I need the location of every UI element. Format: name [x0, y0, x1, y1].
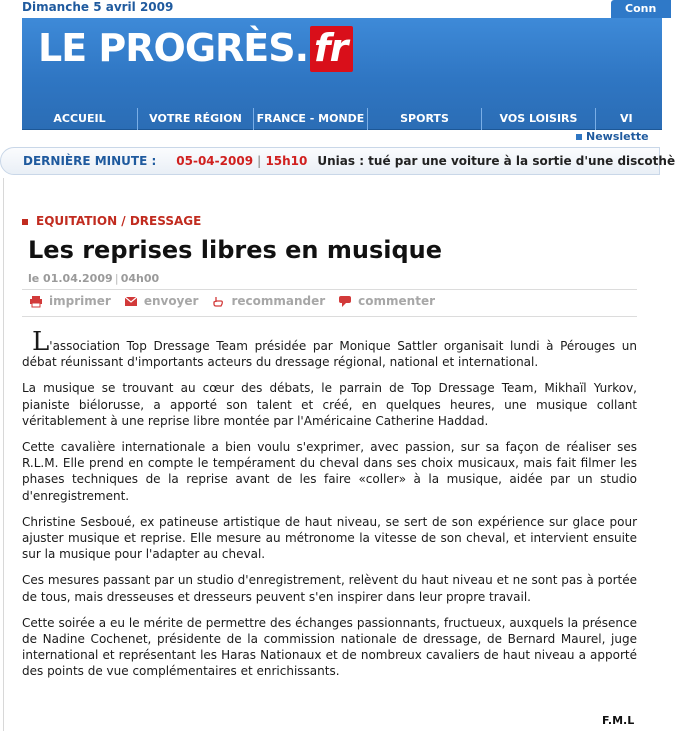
speech-bubble-icon	[339, 296, 351, 307]
paragraph: Christine Sesboué, ex patineuse artistique de haut niveau, se sert de son expérience sur glace pour ajuster musique et reprise. Elle mesure au métronome la vitesse de son cheval, et intervient ensuite sur la musique pour l'adapter au cheval.	[22, 514, 637, 562]
hand-icon	[212, 296, 224, 307]
article-signature: F.M.L	[602, 714, 635, 727]
article-time: 04h00	[120, 272, 160, 285]
recommend-label: recommander	[231, 294, 326, 308]
send-label: envoyer	[143, 294, 199, 308]
comment-label: commenter	[358, 294, 436, 308]
paragraph: Ces mesures passant par un studio d'enregistrement, relèvent du haut niveau et ne sont pas à portée de tous, mais dresseuses et dresseurs peuvent s'en inspirer dans leur propre travail.	[22, 573, 637, 604]
print-label: imprimer	[49, 294, 111, 308]
connexion-tab[interactable]: Conn	[611, 0, 671, 18]
content-left-border	[3, 178, 4, 731]
newsletter-label: Newslette	[586, 130, 649, 143]
ticker-separator: |	[257, 154, 262, 168]
tools-divider-bottom	[22, 316, 637, 317]
envelope-icon	[125, 296, 137, 307]
drop-cap: L	[32, 327, 50, 357]
paragraph-text: 'association Top Dressage Team présidée par Monique Sattler organisait lundi à Pérouges un débat réunissant d'importants acteurs du dressage régional, national et international.	[22, 339, 637, 370]
ticker-date: 05-04-2009	[176, 154, 254, 168]
send-button[interactable]	[125, 294, 199, 308]
printer-icon	[30, 296, 42, 307]
nav-sports[interactable]: SPORTS	[368, 108, 482, 130]
article-date: le 01.04.2009	[28, 272, 113, 285]
article-meta	[28, 272, 159, 285]
print-button[interactable]	[30, 294, 111, 308]
meta-separator: |	[114, 272, 119, 285]
article-rubric[interactable]	[22, 214, 201, 228]
nav-vos-loisirs[interactable]: VOS LOISIRS	[482, 108, 596, 130]
comment-button[interactable]	[339, 294, 435, 308]
rubric-label: EQUITATION / DRESSAGE	[36, 214, 202, 228]
paragraph: Cette cavalière internationale a bien voulu s'exprimer, avec passion, sur sa façon de réaliser ses R.L.M. Elle prend en compte le tempérament du cheval dans ses choix musicaux, mais fait filmer les phases techniques de la reprise avant de les faire «coller» à la musique, aidée par un studio d'enregistrement.	[22, 440, 637, 503]
paragraph	[22, 327, 637, 370]
article-title: Les reprises libres en musique	[28, 236, 443, 264]
nav-france-monde[interactable]: FRANCE - MONDE	[254, 108, 368, 130]
main-nav	[22, 108, 662, 130]
ticker-time: 15h10	[265, 154, 308, 168]
ticker-label: DERNIÈRE MINUTE :	[23, 154, 157, 168]
logo-text: LE PROGRÈS	[38, 26, 295, 70]
nav-accueil[interactable]: ACCUEIL	[22, 108, 138, 130]
tools-divider-top	[22, 289, 637, 290]
header-date: Dimanche 5 avril 2009	[22, 0, 174, 14]
article-tools	[30, 294, 449, 308]
site-banner	[22, 18, 662, 130]
rubric-bullet-icon	[22, 219, 28, 225]
ticker-headline-link[interactable]: Unias : tué par une voiture à la sortie d'une discothè	[317, 154, 675, 168]
logo-dot: .	[294, 26, 309, 70]
recommend-button[interactable]	[212, 294, 325, 308]
newsletter-link[interactable]	[576, 130, 649, 143]
nav-vi[interactable]: VI	[620, 112, 633, 125]
paragraph: Cette soirée a eu le mérite de permettre des échanges passionnants, fructueux, auxquels la présence de Nadine Cochenet, présidente de la commission nationale de dressage, de Bernard Maurel, juge international et représentant les Haras Nationaux et de nombreux cavaliers de haut niveau a apporté des points de vue complémentaires et enrichissants.	[22, 615, 637, 679]
article-body	[22, 327, 637, 690]
nav-votre-region[interactable]: VOTRE RÉGION	[138, 108, 254, 130]
site-logo[interactable]	[38, 26, 353, 70]
last-minute-ticker	[0, 147, 675, 175]
bullet-icon	[576, 134, 582, 140]
paragraph: La musique se trouvant au cœur des débats, le parrain de Top Dressage Team, Mikhaïl Yurkov, pianiste biélorusse, a apporté son talent et créé, en quelques heures, une musique collant véritablement à une reprise libre montée par l'Américaine Catherine Haddad.	[22, 381, 637, 428]
logo-fr-badge: fr	[310, 26, 353, 72]
